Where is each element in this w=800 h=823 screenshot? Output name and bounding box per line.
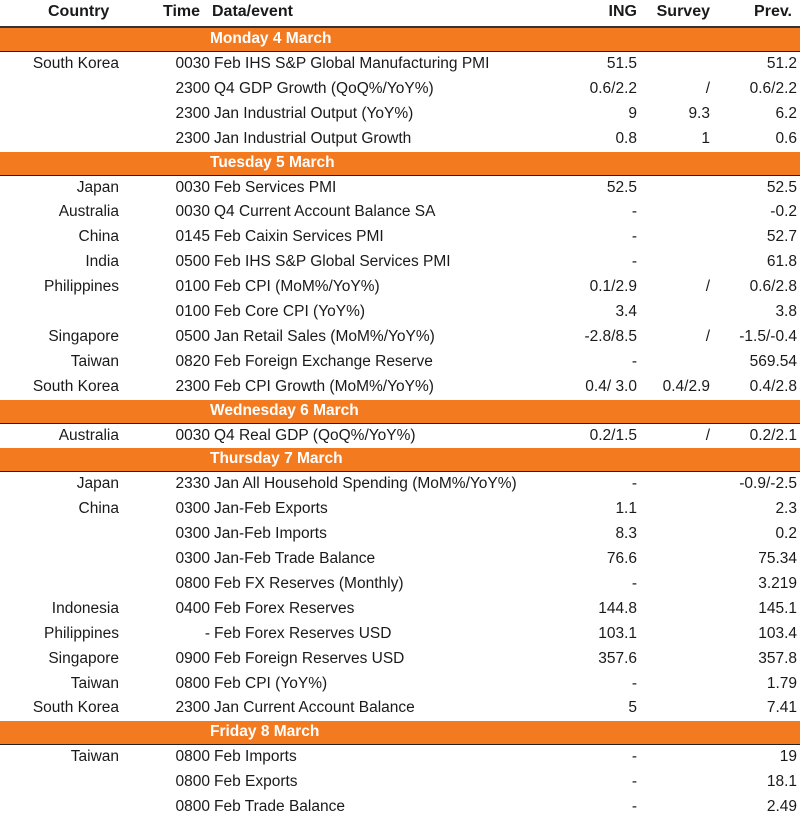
cell-country: Singapore <box>48 649 119 667</box>
cell-time: - <box>204 624 210 642</box>
table-row <box>0 225 800 250</box>
table-row <box>0 350 800 375</box>
cell-prev: 0.2/2.1 <box>749 426 797 444</box>
cell-ing: 0.8 <box>615 129 637 147</box>
cell-country: India <box>85 253 119 271</box>
cell-country: South Korea <box>32 699 119 717</box>
cell-ing: -2.8/8.5 <box>584 327 637 345</box>
cell-ing: 0.1/2.9 <box>589 278 637 296</box>
cell-prev: -0.9/-2.5 <box>739 475 797 493</box>
cell-survey: / <box>705 426 710 444</box>
cell-time: 0100 <box>175 278 210 296</box>
cell-ing: 5 <box>628 699 637 717</box>
cell-event: Feb CPI Growth (MoM%/YoY%) <box>214 377 434 395</box>
cell-event: Jan-Feb Imports <box>214 525 327 543</box>
cell-prev: 75.34 <box>758 550 797 568</box>
cell-prev: -0.2 <box>770 203 797 221</box>
cell-time: 2300 <box>175 699 210 717</box>
cell-prev: 18.1 <box>766 773 797 791</box>
cell-event: Feb CPI (MoM%/YoY%) <box>214 278 380 296</box>
day-label: Friday 8 March <box>210 723 320 741</box>
cell-time: 0300 <box>175 525 210 543</box>
cell-ing: - <box>631 798 637 816</box>
day-band <box>0 28 800 52</box>
day-label: Wednesday 6 March <box>210 401 359 419</box>
cell-time: 2300 <box>175 129 210 147</box>
cell-event: Feb Foreign Reserves USD <box>214 649 405 667</box>
cell-event: Q4 GDP Growth (QoQ%/YoY%) <box>214 79 434 97</box>
cell-event: Feb Trade Balance <box>214 798 345 816</box>
cell-time: 0145 <box>175 228 210 246</box>
cell-prev: 3.8 <box>775 303 797 321</box>
cell-ing: - <box>631 253 637 271</box>
cell-event: Feb Forex Reserves <box>214 599 355 617</box>
cell-event: Feb Imports <box>214 748 297 766</box>
cell-ing: - <box>631 228 637 246</box>
cell-ing: 51.5 <box>606 55 637 72</box>
cell-event: Feb Exports <box>214 773 298 791</box>
header-prev: Prev. <box>754 3 792 20</box>
cell-time: 0800 <box>175 773 210 791</box>
cell-ing: - <box>631 475 637 493</box>
cell-country: Australia <box>58 426 119 444</box>
cell-time: 0800 <box>175 575 210 593</box>
cell-ing: - <box>631 773 637 791</box>
cell-prev: 2.3 <box>775 500 797 518</box>
cell-prev: 19 <box>779 748 797 766</box>
cell-country: South Korea <box>32 55 119 72</box>
day-band <box>0 448 800 472</box>
day-label: Thursday 7 March <box>210 450 343 468</box>
header-country: Country <box>48 3 110 20</box>
cell-event: Feb Foreign Exchange Reserve <box>214 352 433 370</box>
cell-country: Philippines <box>44 624 119 642</box>
cell-prev: 145.1 <box>758 599 797 617</box>
table-row <box>0 325 800 350</box>
cell-time: 0030 <box>175 178 210 196</box>
cell-ing: 3.4 <box>615 303 637 321</box>
header-event: Data/event <box>212 3 293 20</box>
table-header <box>0 0 800 28</box>
table-row <box>0 250 800 275</box>
cell-country: Taiwan <box>70 674 119 692</box>
header-time: Time <box>163 3 201 20</box>
cell-prev: 103.4 <box>758 624 797 642</box>
cell-prev: 2.49 <box>766 798 797 816</box>
cell-time: 0100 <box>175 303 210 321</box>
cell-survey: 0.4/2.9 <box>662 377 710 395</box>
cell-prev: 357.8 <box>758 649 797 667</box>
cell-prev: 0.6 <box>775 129 797 147</box>
cell-ing: - <box>631 352 637 370</box>
cell-country: Indonesia <box>51 599 119 617</box>
table-row <box>0 672 800 697</box>
cell-country: Taiwan <box>70 748 119 766</box>
table-row <box>0 200 800 225</box>
cell-event: Q4 Real GDP (QoQ%/YoY%) <box>214 426 416 444</box>
cell-country: Japan <box>76 178 119 196</box>
cell-event: Feb IHS S&P Global Services PMI <box>214 253 451 271</box>
cell-event: Q4 Current Account Balance SA <box>214 203 436 221</box>
cell-country: China <box>78 500 119 518</box>
cell-survey: 9.3 <box>688 104 710 122</box>
cell-time: 0800 <box>175 674 210 692</box>
cell-ing: 8.3 <box>615 525 637 543</box>
cell-time: 0030 <box>175 203 210 221</box>
cell-event: Feb FX Reserves (Monthly) <box>214 575 404 593</box>
cell-survey: / <box>705 278 710 296</box>
cell-prev: 569.54 <box>749 352 797 370</box>
day-band <box>0 400 800 424</box>
cell-ing: - <box>631 748 637 766</box>
cell-ing: 0.4/ 3.0 <box>585 377 637 395</box>
table-row <box>0 770 800 795</box>
cell-event: Jan Industrial Output Growth <box>214 129 412 147</box>
table-row <box>0 275 800 300</box>
table-row <box>0 547 800 572</box>
cell-ing: 103.1 <box>598 624 637 642</box>
table-row <box>0 497 800 522</box>
cell-ing: 1.1 <box>615 500 637 518</box>
cell-ing: - <box>631 203 637 221</box>
cell-ing: - <box>631 674 637 692</box>
cell-event: Feb Services PMI <box>214 178 337 196</box>
cell-time: 0900 <box>175 649 210 667</box>
cell-ing: 144.8 <box>598 599 637 617</box>
table-row <box>0 176 800 201</box>
cell-time: 0300 <box>175 550 210 568</box>
cell-ing: 0.2/1.5 <box>589 426 637 444</box>
day-band <box>0 152 800 176</box>
table-row <box>0 127 800 152</box>
cell-time: 0030 <box>175 426 210 444</box>
table-row <box>0 52 800 77</box>
table-row <box>0 696 800 721</box>
cell-ing: 0.6/2.2 <box>589 79 637 97</box>
cell-event: Jan Retail Sales (MoM%/YoY%) <box>214 327 435 345</box>
cell-survey: 1 <box>701 129 710 147</box>
table-row <box>0 522 800 547</box>
cell-event: Feb Core CPI (YoY%) <box>214 303 366 321</box>
table-row <box>0 597 800 622</box>
cell-prev: -1.5/-0.4 <box>739 327 797 345</box>
cell-country: South Korea <box>32 377 119 395</box>
cell-event: Feb IHS S&P Global Manufacturing PMI <box>214 55 490 72</box>
cell-event: Jan-Feb Trade Balance <box>214 550 376 568</box>
header-ing: ING <box>608 3 637 20</box>
cell-ing: 76.6 <box>606 550 637 568</box>
table-row <box>0 300 800 325</box>
cell-time: 0800 <box>175 798 210 816</box>
cell-time: 2300 <box>175 377 210 395</box>
cell-survey: / <box>705 79 710 97</box>
day-band <box>0 721 800 745</box>
cell-event: Jan Industrial Output (YoY%) <box>214 104 414 122</box>
cell-ing: 9 <box>628 104 637 122</box>
cell-prev: 0.6/2.2 <box>749 79 797 97</box>
cell-survey: / <box>705 327 710 345</box>
cell-country: Philippines <box>44 278 119 296</box>
cell-time: 0400 <box>175 599 210 617</box>
cell-country: Singapore <box>48 327 119 345</box>
cell-ing: 52.5 <box>606 178 637 196</box>
day-label: Monday 4 March <box>210 30 332 47</box>
table-row <box>0 795 800 820</box>
cell-time: 2300 <box>175 79 210 97</box>
cell-country: Australia <box>58 203 119 221</box>
cell-time: 2330 <box>175 475 210 493</box>
cell-prev: 0.4/2.8 <box>749 377 797 395</box>
cell-country: China <box>78 228 119 246</box>
table-row <box>0 647 800 672</box>
cell-event: Jan Current Account Balance <box>214 699 415 717</box>
header-survey: Survey <box>656 3 710 20</box>
cell-time: 0030 <box>175 55 210 72</box>
cell-prev: 0.2 <box>775 525 797 543</box>
cell-time: 0300 <box>175 500 210 518</box>
cell-time: 0820 <box>175 352 210 370</box>
table-body <box>0 28 800 820</box>
cell-ing: 357.6 <box>598 649 637 667</box>
cell-event: Feb Caixin Services PMI <box>214 228 384 246</box>
cell-prev: 52.5 <box>766 178 797 196</box>
cell-time: 0500 <box>175 253 210 271</box>
cell-prev: 61.8 <box>766 253 797 271</box>
table-row <box>0 77 800 102</box>
cell-event: Feb Forex Reserves USD <box>214 624 392 642</box>
cell-prev: 6.2 <box>775 104 797 122</box>
cell-ing: - <box>631 575 637 593</box>
cell-time: 0500 <box>175 327 210 345</box>
table-row <box>0 472 800 497</box>
table-row <box>0 622 800 647</box>
cell-time: 2300 <box>175 104 210 122</box>
cell-prev: 52.7 <box>766 228 797 246</box>
table-row <box>0 572 800 597</box>
cell-country: Japan <box>76 475 119 493</box>
cell-prev: 1.79 <box>766 674 797 692</box>
cell-prev: 7.41 <box>766 699 797 717</box>
cell-prev: 51.2 <box>766 55 797 72</box>
cell-country: Taiwan <box>70 352 119 370</box>
table-row <box>0 424 800 449</box>
cell-event: Feb CPI (YoY%) <box>214 674 328 692</box>
cell-prev: 0.6/2.8 <box>749 278 797 296</box>
table-row <box>0 102 800 127</box>
table-row <box>0 375 800 400</box>
cell-event: Jan-Feb Exports <box>214 500 328 518</box>
day-label: Tuesday 5 March <box>210 153 335 171</box>
table-row <box>0 745 800 770</box>
cell-prev: 3.219 <box>758 575 797 593</box>
cell-event: Jan All Household Spending (MoM%/YoY%) <box>214 475 517 493</box>
cell-time: 0800 <box>175 748 210 766</box>
